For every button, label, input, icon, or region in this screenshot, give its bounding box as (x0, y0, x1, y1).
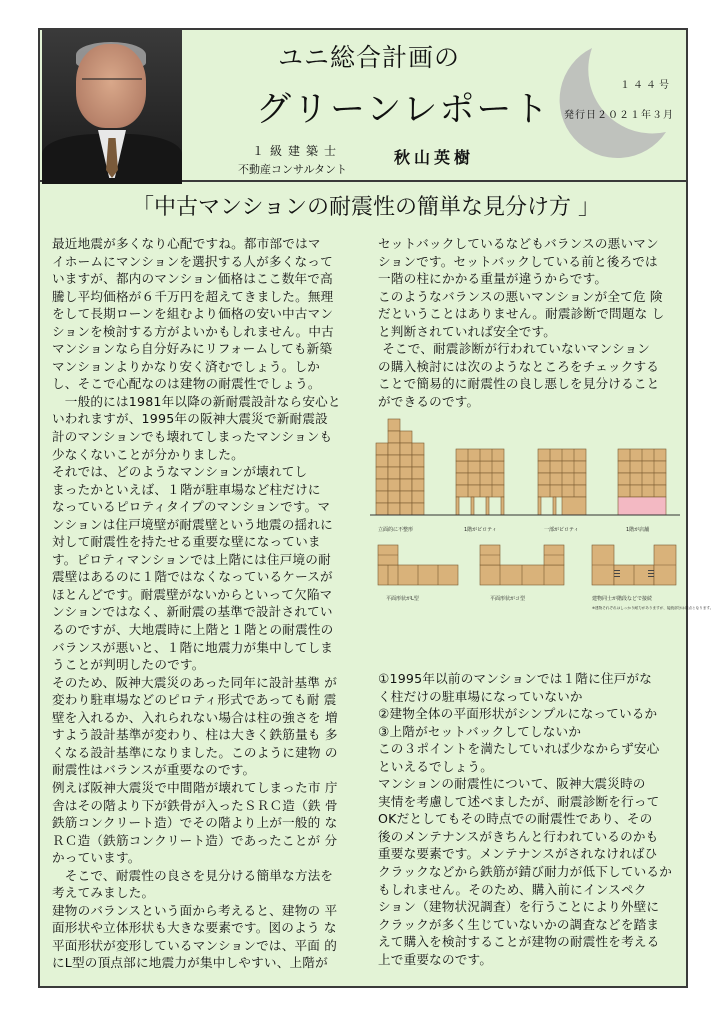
newsletter-frame (38, 28, 714, 988)
author-name: 秋山英樹 (394, 148, 475, 167)
caption-irregular: 立面的に不整形 (378, 527, 414, 533)
newsletter-title-line1: ユニ総合計画の (278, 43, 461, 72)
caption-connected: 建物同士が階段などで接続 (592, 596, 653, 602)
caption-piloti: 1階がピロティ (464, 527, 497, 533)
plan-l-shape-figure (378, 545, 458, 585)
newsletter-title-line2: グリーンレポート (256, 90, 551, 130)
caption-u-shape: 平面形状がコ型 (490, 596, 526, 602)
plan-connected-figure (592, 545, 676, 585)
article-left-column: 最近地震が多くなり心配ですね。都市部ではマ イホームにマンションを選択する人が多くなって いますが、都内のマンション価格はここ数年で高 騰し平均価格が６千万円を超えてきました。無理 をして長期ローンを組むより価格の安い中古マン ションを検討する方がよいかもしれません。中古 マンションなら自分好みにリフォームしても新築 マンションよりかなり安く済むでしょう。しか し、そこで心配なのは建物の耐震性でしょう。 一般的には1981年以降の新耐震設計なら安心と いわれますが、1995年の阪神大震災で新耐震設 計のマンションでも壊れてしまったマンションも 少なくないことが分かりました。 それでは、どのようなマンションが壊れてし まったかといえば、１階が駐車場など柱だけに なっているピロティタイプのマンションです。マ ンションは住戸境壁が耐震壁という地震の揺れに 対して耐震性を持たせる重要な壁になっていま す。ピロティマンションでは上階には住戸境の耐 震壁はあるのに１階ではなくなっているケースが ほとんどです。耐震壁がないからといって欠陥マ ンションではなく、新耐震の基準で設計されてい るのですが、大地震時に上階と１階との耐震性の バランスが悪いと、１階に地震力が集中してしま うことが判明したのです。 そのため、阪神大震災のあった同年に設計基準 が 変わり駐車場などのピロティ形式であっても耐 震 壁を入れるか、入れられない場合は柱の強さを 増 すよう設計基準が変わり、柱は大きく鉄筋量も 多 くなる設計基準になりました。このように建物 の 耐震性はバランスが重要なのです。 例えば阪神大震災で中間階が壊れてしまった市 庁 舎はその階より下が鉄骨が入ったＳＲＣ造（鉄 骨 鉄筋コンクリート造）でその階より上が一般的 な ＲＣ造（鉄筋コンクリート造）であったことが 分 かっています。 そこで、耐震性の良さを見分ける簡単な方法を 考えてみました。 建物のバランスという面から考えると、建物の 平 面形状や立体形状も大きな要素です。図のよう な 平面形状が変形しているマンションでは、平面 的 にL型の頂点部に地震力が集中しやすい、上階が (52, 236, 341, 971)
article-right-column-top: セットバックしているなどもバランスの悪いマン ションです。セットバックしている前と後ろでは 一階の柱にかかる重量が違うからです。 このようなバランスの悪いマンションが全て危 険 だということはありません。耐震診断で問題な し と判断されていれば安全です。 そこで、耐震診断が行われていないマンション の購入検討には次のようなところをチェックする ことで簡易的に耐震性の良し悪しを見分けること ができるのです。 (378, 236, 665, 409)
author-qualification: １級建築士 (252, 144, 343, 158)
newsletter-header (40, 30, 686, 182)
elevation-piloti-figure (456, 449, 504, 515)
caption-l-shape: 平面形状がL型 (386, 596, 419, 602)
issue-number: １４４号 (620, 80, 672, 91)
portrait-glasses (82, 78, 142, 94)
article-headline: 「中古マンションの耐震性の簡単な見分け方 」 (132, 195, 601, 220)
building-balance-diagram (370, 415, 714, 665)
elevation-irregular-figure (376, 419, 424, 515)
issue-date: 発行日２０２１年３月 (564, 110, 674, 121)
plan-u-shape-figure (480, 545, 564, 585)
elevation-shop-ground-figure (618, 449, 666, 515)
author-role: 不動産コンサルタント (238, 163, 348, 176)
caption-partial-piloti: 一部がピロティ (544, 527, 579, 533)
portrait-photo (42, 30, 182, 178)
elevation-partial-piloti-figure (538, 449, 586, 515)
article-right-column-bottom: ①1995年以前のマンションでは１階に住戸がな く柱だけの駐車場になっていないか ②建物全体の平面形状がシンプルになっているか ③上階がセットバックしてしないか この３ポイントを満たしていれば少なからず安心 といえるでしょう。 マンションの耐震性について、阪神大震災時の 実情を考慮して述べましたが、耐震診断を行って OKだとしてもその時点での耐震性であり、その 後のメンテナンスがきちんと行われているのかも 重要な要素です。メンテナンスがされなければひ クラックなどから鉄筋が錆び耐力が低下しているか もしれません。そのため、購入前にインスペク ション（建物状況調査）を行うことにより外壁に クラックが多く生じていないかの調査などを踏ま えて購入を検討することが建物の耐震性を考える 上で重要なのです。 (378, 671, 673, 967)
caption-connected-note: ※建物それぞれはしっかり耐力がありますが、接続部分は弱点となります。 (592, 606, 714, 610)
caption-shop: 1階が店舗 (626, 527, 650, 533)
crescent-moon-icon (540, 40, 670, 170)
